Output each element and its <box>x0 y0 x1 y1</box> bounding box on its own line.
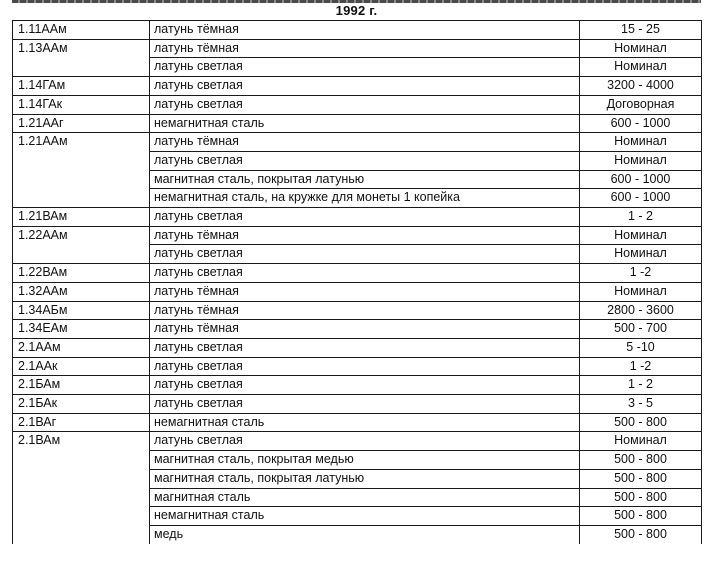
metal-cell: латунь тёмная <box>150 320 580 339</box>
table-row <box>13 264 702 283</box>
coin-code-cell: 1.34АБм <box>13 301 150 320</box>
coin-code-cell: 1.21ВАм <box>13 208 150 227</box>
price-cell: 1 - 2 <box>580 376 702 395</box>
price-cell: 1 -2 <box>580 357 702 376</box>
metal-cell: латунь светлая <box>150 357 580 376</box>
table-row <box>13 21 702 40</box>
price-cell: Номинал <box>580 151 702 170</box>
price-cell: 2800 - 3600 <box>580 301 702 320</box>
table-row <box>13 320 702 339</box>
metal-cell: латунь светлая <box>150 395 580 414</box>
table-row <box>13 95 702 114</box>
price-cell: 500 - 800 <box>580 413 702 432</box>
metal-cell: немагнитная сталь <box>150 507 580 526</box>
metal-cell: латунь светлая <box>150 77 580 96</box>
table-row <box>13 282 702 301</box>
coin-code-cell: 1.21AAг <box>13 114 150 133</box>
coin-table-body <box>13 21 702 544</box>
table-row <box>13 226 702 245</box>
metal-cell: латунь тёмная <box>150 226 580 245</box>
price-cell: Номинал <box>580 39 702 58</box>
price-cell: Номинал <box>580 245 702 264</box>
price-cell: 500 - 800 <box>580 525 702 543</box>
metal-cell: латунь светлая <box>150 245 580 264</box>
coin-code-cell: 2.1AAм <box>13 338 150 357</box>
price-cell: 500 - 700 <box>580 320 702 339</box>
price-cell: Номинал <box>580 226 702 245</box>
price-cell: Номинал <box>580 58 702 77</box>
coin-code-cell: 2.1AAк <box>13 357 150 376</box>
metal-cell: латунь светлая <box>150 151 580 170</box>
year-heading: 1992 г. <box>335 3 378 18</box>
coin-code-cell: 1.11AAм <box>13 21 150 40</box>
coin-price-table <box>12 20 702 544</box>
metal-cell: немагнитная сталь <box>150 114 580 133</box>
metal-cell: латунь тёмная <box>150 133 580 152</box>
table-row <box>13 114 702 133</box>
table-row <box>13 39 702 58</box>
metal-cell: немагнитная сталь, на кружке для монеты 1 копейка <box>150 189 580 208</box>
price-cell: 3200 - 4000 <box>580 77 702 96</box>
metal-cell: магнитная сталь, покрытая латунью <box>150 469 580 488</box>
price-cell: Номинал <box>580 432 702 451</box>
coin-code-cell: 2.1БАм <box>13 376 150 395</box>
coin-code-cell: 1.13AAм <box>13 39 150 76</box>
table-row <box>13 357 702 376</box>
price-cell: 1 - 2 <box>580 208 702 227</box>
coin-code-cell: 1.14ГАк <box>13 95 150 114</box>
table-row <box>13 133 702 152</box>
table-row <box>13 301 702 320</box>
table-row <box>13 376 702 395</box>
price-cell: 15 - 25 <box>580 21 702 40</box>
metal-cell: латунь светлая <box>150 95 580 114</box>
coin-code-cell: 2.1ВАм <box>13 432 150 544</box>
metal-cell: латунь светлая <box>150 432 580 451</box>
table-row <box>13 432 702 451</box>
coin-code-cell: 2.1ВАг <box>13 413 150 432</box>
coin-code-cell: 1.14ГАм <box>13 77 150 96</box>
metal-cell: латунь светлая <box>150 376 580 395</box>
coin-code-cell: 1.22ВАм <box>13 264 150 283</box>
metal-cell: медь <box>150 525 580 543</box>
metal-cell: латунь светлая <box>150 58 580 77</box>
price-cell: 600 - 1000 <box>580 170 702 189</box>
price-cell: 500 - 800 <box>580 469 702 488</box>
price-cell: Договорная <box>580 95 702 114</box>
price-cell: 600 - 1000 <box>580 114 702 133</box>
coin-code-cell: 1.32AAм <box>13 282 150 301</box>
price-cell: 1 -2 <box>580 264 702 283</box>
price-cell: 3 - 5 <box>580 395 702 414</box>
price-cell: Номинал <box>580 282 702 301</box>
metal-cell: магнитная сталь <box>150 488 580 507</box>
price-cell: 500 - 800 <box>580 488 702 507</box>
table-row <box>13 208 702 227</box>
metal-cell: латунь тёмная <box>150 282 580 301</box>
metal-cell: латунь светлая <box>150 338 580 357</box>
table-row <box>13 413 702 432</box>
metal-cell: магнитная сталь, покрытая медью <box>150 451 580 470</box>
coin-code-cell: 2.1БАк <box>13 395 150 414</box>
coin-code-cell: 1.22AAм <box>13 226 150 263</box>
metal-cell: латунь тёмная <box>150 21 580 40</box>
metal-cell: латунь тёмная <box>150 301 580 320</box>
price-cell: 600 - 1000 <box>580 189 702 208</box>
price-cell: 5 -10 <box>580 338 702 357</box>
metal-cell: латунь тёмная <box>150 39 580 58</box>
metal-cell: магнитная сталь, покрытая латунью <box>150 170 580 189</box>
price-cell: 500 - 800 <box>580 451 702 470</box>
metal-cell: латунь светлая <box>150 264 580 283</box>
table-row <box>13 338 702 357</box>
coin-code-cell: 1.21AAм <box>13 133 150 208</box>
metal-cell: латунь светлая <box>150 208 580 227</box>
price-cell: Номинал <box>580 133 702 152</box>
table-row <box>13 395 702 414</box>
metal-cell: немагнитная сталь <box>150 413 580 432</box>
price-cell: 500 - 800 <box>580 507 702 526</box>
coin-code-cell: 1.34ЕАм <box>13 320 150 339</box>
table-row <box>13 77 702 96</box>
